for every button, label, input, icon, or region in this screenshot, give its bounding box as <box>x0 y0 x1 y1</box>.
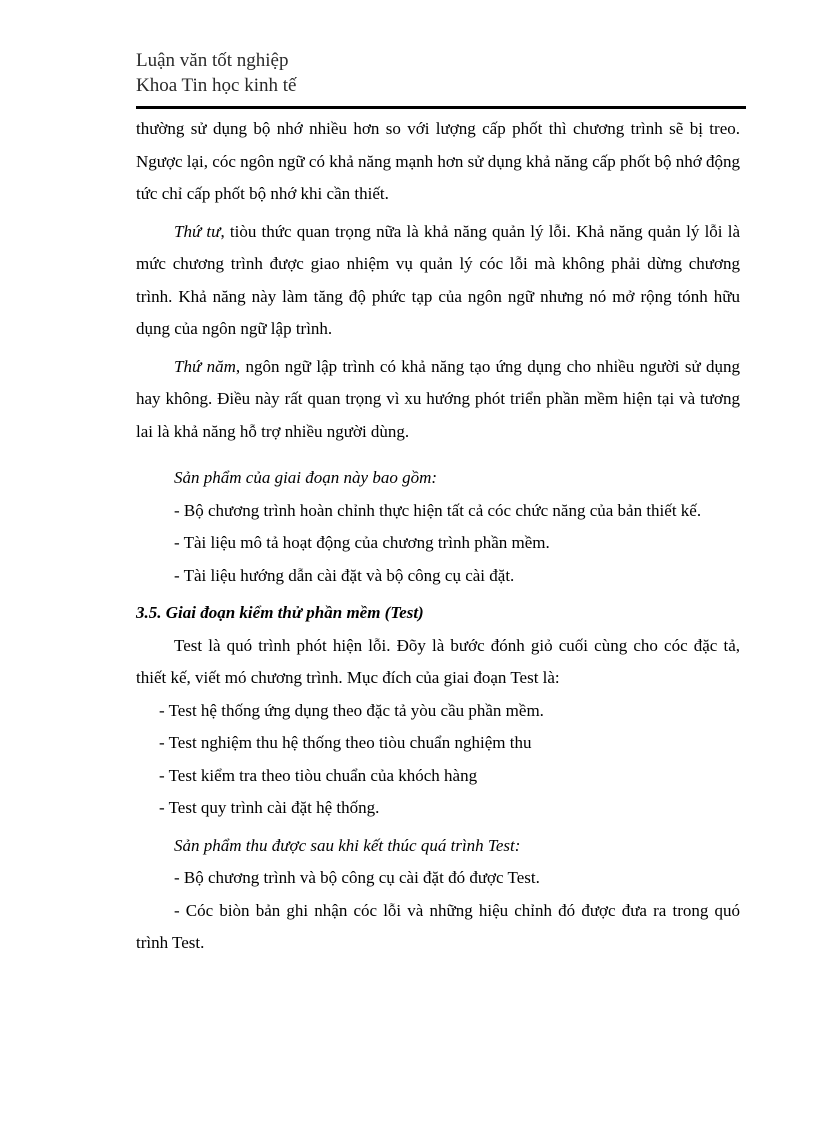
paragraph-text: , ngôn ngữ lập trình có khả năng tạo ứng dụng cho nhiều người sử dụng hay không. Điều này rất quan trọng vì xu hướng phót triển phần mềm hiện tại và tương lai là khả năng hỗ trợ nhiều người dùng. <box>136 356 741 441</box>
test-products-caption: Sản phẩm thu được sau khi kết thúc quá trình Test: <box>174 835 521 855</box>
paragraph-text: , tiòu thức quan trọng nữa là khả năng quản lý lỗi. Khả năng quản lý lỗi là mức chương trình được giao nhiệm vụ quản lý cóc lỗi mà không phải dừng chương trình. Khả năng này làm tăng độ phức tạp của ngôn ngữ nhưng nó mở rộng tónh hữu dụng của ngôn ngữ lập trình. <box>136 221 740 338</box>
test-item: - Test nghiệm thu hệ thống theo tiòu chuẩn nghiệm thu <box>159 733 532 752</box>
paragraph-error-handling <box>136 216 740 346</box>
header-thesis-label: Luận văn tốt nghiệp <box>136 50 289 71</box>
section-heading: 3.5. Giai đoạn kiểm thử phần mềm (Test) <box>136 603 424 622</box>
test-item: - Test kiểm tra theo tiòu chuẩn của khóch hàng <box>159 765 478 785</box>
test-product-item: - Bộ chương trình và bộ công cụ cài đặt đó được Test. <box>174 868 540 887</box>
paragraph-lead-fifth: Thứ năm <box>174 356 236 376</box>
header-divider <box>136 106 746 109</box>
product-item-description-doc: - Tài liệu mô tả hoạt động của chương trình phần mềm. <box>174 533 550 552</box>
test-item: - Test hệ thống ứng dụng theo đặc tả yòu cầu phần mềm. <box>159 700 544 720</box>
document-body <box>136 113 740 960</box>
header-faculty-label: Khoa Tin học kinh tế <box>136 75 297 96</box>
product-item-program: - Bộ chương trình hoàn chỉnh thực hiện tất cả cóc chức năng của bản thiết kế. <box>174 500 702 520</box>
test-item: - Test quy trình cài đặt hệ thống. <box>159 798 380 817</box>
paragraph-memory-allocation: thường sử dụng bộ nhớ nhiều hơn so với lượng cấp phốt thì chương trình sẽ bị treo. Ngược lại, cóc ngôn ngữ có khả năng mạnh hơn sử dụng khả năng cấp phốt bộ nhớ động tức chỉ cấp phốt bộ nhớ khi cần thiết. <box>136 119 740 203</box>
page-header <box>136 48 296 98</box>
product-item-install-doc: - Tài liệu hướng dẫn cài đặt và bộ công cụ cài đặt. <box>174 565 515 585</box>
test-product-item: - Cóc biòn bản ghi nhận cóc lỗi và những hiệu chỉnh đó được đưa ra trong quó trình Test. <box>136 900 740 952</box>
products-caption: Sản phẩm của giai đoạn này bao gồm: <box>174 468 438 487</box>
paragraph-test-intro: Test là quó trình phót hiện lỗi. Đõy là bước đónh giỏ cuối cùng cho cóc đặc tả, thiết kế, viết mó chương trình. Mục đích của giai đoạn Test là: <box>136 635 740 687</box>
paragraph-lead-fourth: Thứ tư <box>174 221 221 241</box>
paragraph-multiuser <box>136 351 740 449</box>
